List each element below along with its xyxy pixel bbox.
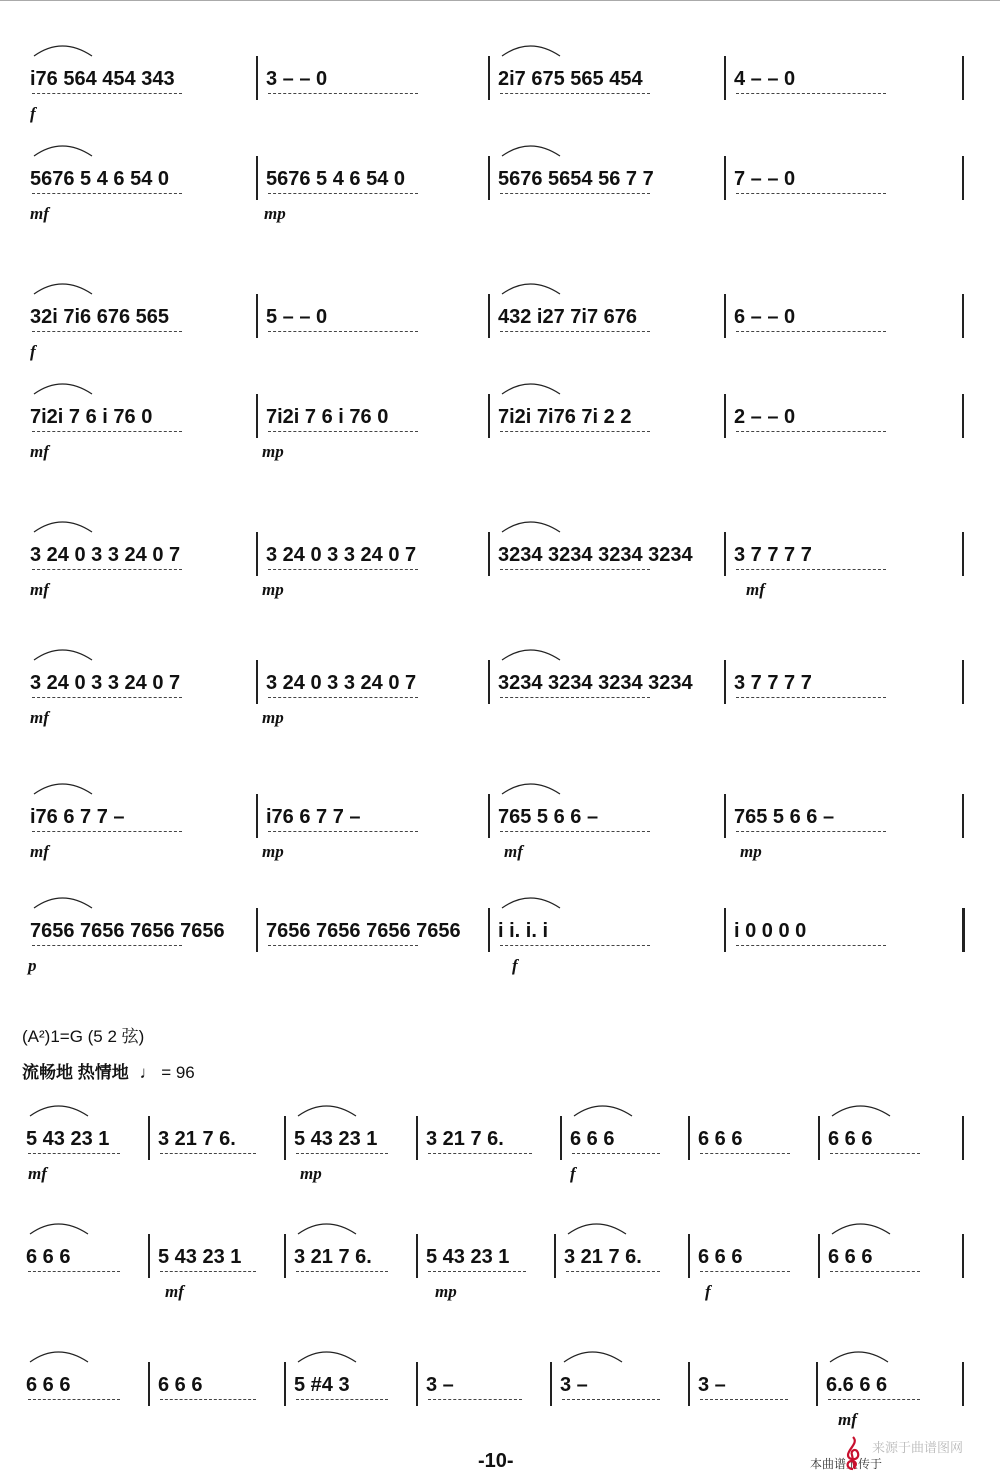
beam-line: [500, 193, 650, 195]
dynamic-marking: mp: [300, 1164, 322, 1183]
beam-line: [500, 331, 650, 333]
beam-line: [268, 569, 418, 571]
beam-line: [562, 1399, 660, 1401]
dynamic-marking: mp: [740, 842, 762, 861]
measure: 6 6 6: [570, 1128, 615, 1150]
dynamic-marking: f: [30, 104, 36, 123]
beam-line: [32, 945, 182, 947]
beam-line: [736, 697, 886, 699]
measure: 3 24 0 3 3 24 0 7: [30, 672, 181, 694]
treble-clef-logo-icon: [840, 1435, 866, 1471]
measure: 5 #4 3: [294, 1374, 350, 1396]
beam-line: [268, 831, 418, 833]
dynamic-marking: mp: [435, 1282, 457, 1301]
measure: 5 – – 0: [266, 306, 328, 328]
measure: 7i2i 7 6 i 76 0: [30, 406, 153, 428]
section1-staff-2: [0, 166, 1000, 276]
beam-line: [32, 697, 182, 699]
measure: 5676 5 4 6 54 0: [30, 168, 170, 190]
measure: 3 21 7 6.: [294, 1246, 372, 1268]
beam-line: [268, 431, 418, 433]
dynamic-marking: mp: [264, 204, 286, 223]
beam-line: [32, 93, 182, 95]
measure: 5 43 23 1: [158, 1246, 242, 1268]
beam-line: [500, 93, 650, 95]
measure: 7 – – 0: [734, 168, 796, 190]
measure: 6 6 6: [828, 1128, 873, 1150]
beam-line: [28, 1271, 120, 1273]
dynamic-marking: mf: [165, 1282, 184, 1301]
dynamic-marking: mf: [30, 442, 49, 461]
measure: 5676 5 4 6 54 0: [266, 168, 406, 190]
beam-line: [32, 431, 182, 433]
measure: 3 24 0 3 3 24 0 7: [30, 544, 181, 566]
dynamic-marking: mf: [746, 580, 765, 599]
slur-marks: [0, 1090, 1000, 1150]
measure: 7656 7656 7656 7656: [30, 920, 225, 942]
beam-line: [500, 831, 650, 833]
measure: 4 – – 0: [734, 68, 796, 90]
dynamic-marking: p: [28, 956, 37, 975]
measure: 5676 5654 56 7 7: [498, 168, 654, 190]
measure: 3 –: [560, 1374, 588, 1396]
dynamic-marking: mf: [30, 708, 49, 727]
slur-marks: [0, 634, 1000, 694]
beam-line: [500, 697, 650, 699]
dynamic-marking: mf: [28, 1164, 47, 1183]
beam-line: [160, 1271, 256, 1273]
measure: 5 43 23 1: [294, 1128, 378, 1150]
measure: 6 6 6: [26, 1246, 71, 1268]
measure: 6 6 6: [698, 1246, 743, 1268]
beam-line: [830, 1271, 920, 1273]
beam-line: [428, 1153, 532, 1155]
dynamic-marking: mp: [262, 442, 284, 461]
beam-line: [32, 569, 182, 571]
tempo-text: 流畅地 热情地: [22, 1063, 129, 1082]
slur-marks: [0, 268, 1000, 328]
dynamic-marking: mf: [30, 204, 49, 223]
measure: 6.6 6 6: [826, 1374, 888, 1396]
beam-line: [28, 1399, 120, 1401]
measure: 5 43 23 1: [426, 1246, 510, 1268]
tempo-marking: [22, 1058, 195, 1083]
beam-line: [268, 697, 418, 699]
upload-note: 本曲谱上传于: [810, 1457, 883, 1471]
slur-marks: [0, 506, 1000, 566]
beam-line: [736, 569, 886, 571]
beam-line: [296, 1153, 388, 1155]
beam-line: [268, 193, 418, 195]
top-rule: [0, 0, 1000, 1]
key-signature: (A²)1=G (5 2 弦): [22, 1027, 145, 1046]
measure: 7656 7656 7656 7656: [266, 920, 461, 942]
measure: i76 6 7 7 –: [30, 806, 125, 828]
dynamic-marking: mf: [838, 1410, 857, 1429]
slur-marks: [0, 1208, 1000, 1268]
section1-staff-4: [0, 404, 1000, 514]
measure: 765 5 6 6 –: [734, 806, 835, 828]
dynamic-marking: mp: [262, 580, 284, 599]
beam-line: [566, 1271, 660, 1273]
dynamic-marking: f: [705, 1282, 711, 1301]
slur-marks: [0, 368, 1000, 428]
beam-line: [428, 1399, 522, 1401]
measure: 6 6 6: [828, 1246, 873, 1268]
beam-line: [268, 93, 418, 95]
beam-line: [160, 1153, 256, 1155]
beam-line: [700, 1271, 790, 1273]
quarter-note-icon: ♩: [139, 1063, 157, 1082]
beam-line: [736, 431, 886, 433]
dynamic-marking: f: [570, 1164, 576, 1183]
measure: i76 564 454 343: [30, 68, 175, 90]
dynamic-marking: mf: [30, 842, 49, 861]
slur-marks: [0, 882, 1000, 942]
page-number: -10-: [478, 1450, 514, 1472]
beam-line: [28, 1153, 120, 1155]
beam-line: [500, 569, 650, 571]
source-watermark: 来源于曲谱图网: [872, 1440, 964, 1455]
beam-line: [572, 1153, 660, 1155]
dynamic-marking: mp: [262, 842, 284, 861]
dynamic-marking: f: [30, 342, 36, 361]
beam-line: [296, 1271, 388, 1273]
beam-line: [736, 331, 886, 333]
measure: 3 21 7 6.: [426, 1128, 504, 1150]
slur-marks: [0, 30, 1000, 90]
measure: 6 6 6: [26, 1374, 71, 1396]
measure: 3 21 7 6.: [158, 1128, 236, 1150]
measure: 3 – – 0: [266, 68, 328, 90]
dynamic-marking: mf: [504, 842, 523, 861]
measure: 3 21 7 6.: [564, 1246, 642, 1268]
beam-line: [700, 1153, 790, 1155]
beam-line: [736, 831, 886, 833]
measure: 3 7 7 7 7: [734, 544, 812, 566]
beam-line: [32, 331, 182, 333]
beam-line: [32, 831, 182, 833]
measure: 6 6 6: [698, 1128, 743, 1150]
beam-line: [500, 945, 650, 947]
section1-staff-6: [0, 670, 1000, 780]
measure: 7i2i 7 6 i 76 0: [266, 406, 389, 428]
beam-line: [830, 1153, 920, 1155]
beam-line: [736, 945, 886, 947]
dynamic-marking: mf: [30, 580, 49, 599]
measure: 765 5 6 6 –: [498, 806, 599, 828]
measure: i76 6 7 7 –: [266, 806, 361, 828]
measure: 2i7 675 565 454: [498, 68, 643, 90]
dynamic-marking: f: [512, 956, 518, 975]
slur-marks: [0, 130, 1000, 190]
beam-line: [296, 1399, 388, 1401]
measure: 3 7 7 7 7: [734, 672, 812, 694]
beam-line: [700, 1399, 788, 1401]
measure: i 0 0 0 0: [734, 920, 807, 942]
measure: 3 24 0 3 3 24 0 7: [266, 544, 417, 566]
beam-line: [736, 193, 886, 195]
measure: 5 43 23 1: [26, 1128, 110, 1150]
beam-line: [160, 1399, 256, 1401]
measure: i i. i. i: [498, 920, 549, 942]
measure: 432 i27 7i7 676: [498, 306, 638, 328]
measure: 6 – – 0: [734, 306, 796, 328]
measure: 6 6 6: [158, 1374, 203, 1396]
measure: 3234 3234 3234 3234: [498, 672, 693, 694]
beam-line: [268, 945, 418, 947]
measure: 3 –: [426, 1374, 454, 1396]
slur-marks: [0, 768, 1000, 828]
measure: 3234 3234 3234 3234: [498, 544, 693, 566]
beam-line: [32, 193, 182, 195]
beam-line: [736, 93, 886, 95]
section1-staff-8: [0, 918, 1000, 1028]
slur-marks: [0, 1336, 1000, 1396]
dynamic-marking: mp: [262, 708, 284, 727]
beam-line: [428, 1271, 526, 1273]
beam-line: [268, 331, 418, 333]
measure: 3 –: [698, 1374, 726, 1396]
beam-line: [828, 1399, 920, 1401]
measure: 2 – – 0: [734, 406, 796, 428]
beam-line: [500, 431, 650, 433]
measure: 32i 7i6 676 565: [30, 306, 170, 328]
measure: 7i2i 7i76 7i 2 2: [498, 406, 632, 428]
tempo-value: = 96: [161, 1063, 195, 1082]
measure: 3 24 0 3 3 24 0 7: [266, 672, 417, 694]
